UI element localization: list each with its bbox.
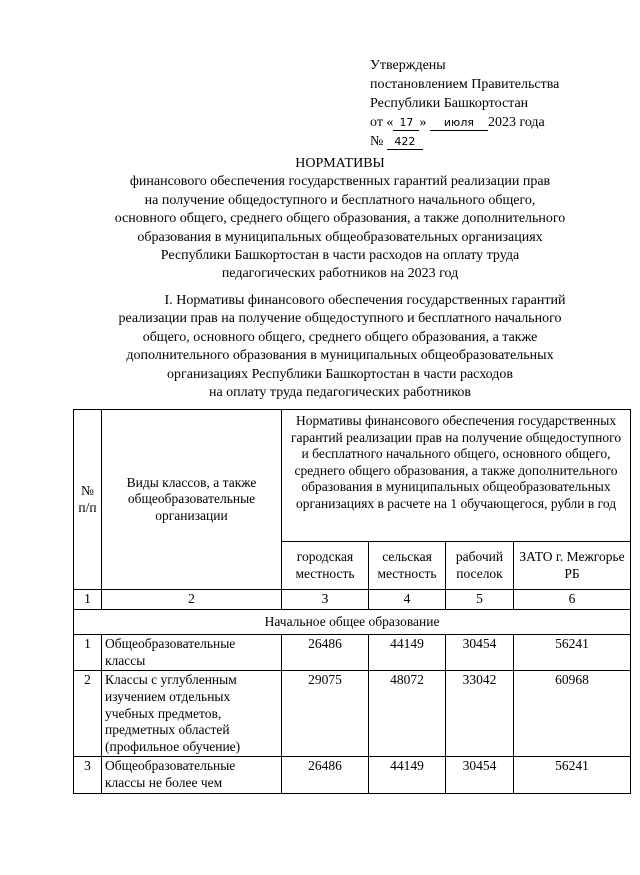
col-number: 5 <box>446 590 514 610</box>
approval-number <box>370 132 559 151</box>
title-line: педагогических работников на 2023 год <box>221 266 459 282</box>
column-number-row <box>74 590 631 610</box>
title-heading: НОРМАТИВЫ <box>295 156 385 171</box>
subheader-zato: ЗАТО г. Межгорье РБ <box>514 542 631 590</box>
section-heading <box>80 292 600 402</box>
section-row <box>74 609 631 635</box>
date-day: 17 <box>393 115 419 131</box>
row-value-zato: 56241 <box>514 757 631 793</box>
section-line: дополнительного образования в муниципальных общеобразовательных <box>126 348 554 364</box>
row-value-zato: 56241 <box>514 635 631 671</box>
section-line: реализации прав на получение общедоступного и бесплатного начального <box>118 311 562 327</box>
section-line: на оплату труда педагогических работников <box>208 385 472 401</box>
approval-block <box>370 56 559 151</box>
document-title <box>90 155 590 284</box>
col-number: 2 <box>102 590 282 610</box>
col-number: 4 <box>369 590 446 610</box>
col-number: 6 <box>514 590 631 610</box>
title-line: на получение общедоступного и бесплатного начального общего, <box>144 192 536 208</box>
section-line: общего, основного общего, среднего общего образования, а также <box>142 329 538 345</box>
row-num: 2 <box>74 671 102 757</box>
date-year: 2023 года <box>487 115 545 130</box>
row-value-settlement: 33042 <box>446 671 514 757</box>
date-prefix: от « <box>370 115 394 130</box>
approval-line-1: Утверждены <box>370 58 446 73</box>
number-value: 422 <box>387 134 423 150</box>
row-value-settlement: 30454 <box>446 757 514 793</box>
header-norms: Нормативы финансового обеспечения государственных гарантий реализации прав на получение общедоступного и бесплатного начального общего, основного общего, среднего общего образования, а также дополнительного образования в муниципальных общеобразовательных организациях в расчете на 1 обучающегося, рубли в год <box>282 410 631 542</box>
row-value-urban: 26486 <box>282 635 369 671</box>
header-num: № п/п <box>74 410 102 590</box>
title-line: основного общего, среднего общего образования, а также дополнительного <box>114 211 566 227</box>
date-mid: » <box>419 115 427 130</box>
number-prefix: № <box>370 134 384 149</box>
norms-table <box>73 409 631 794</box>
date-month: июля <box>430 115 488 131</box>
subheader-settlement: рабочий поселок <box>446 542 514 590</box>
row-value-urban: 29075 <box>282 671 369 757</box>
approval-line-2: постановлением Правительства <box>370 77 560 92</box>
row-name: Общеобразовательные классы не более чем <box>102 757 282 793</box>
col-number: 1 <box>74 590 102 610</box>
row-value-rural: 44149 <box>369 757 446 793</box>
row-name: Классы с углубленным изучением отдельных учебных предметов, предметных областей (профильное обучение) <box>102 671 282 757</box>
row-num: 3 <box>74 757 102 793</box>
section-row-label: Начальное общее образование <box>74 609 631 635</box>
table-row <box>74 635 631 671</box>
title-line: Республики Башкортостан в части расходов на оплату труда <box>160 248 520 264</box>
header-kinds: Виды классов, а также общеобразовательные организации <box>102 410 282 590</box>
row-value-settlement: 30454 <box>446 635 514 671</box>
row-value-rural: 44149 <box>369 635 446 671</box>
col-number: 3 <box>282 590 369 610</box>
row-value-urban: 26486 <box>282 757 369 793</box>
row-num: 1 <box>74 635 102 671</box>
title-line: образования в муниципальных общеобразовательных организациях <box>137 229 543 245</box>
subheader-urban: городская местность <box>282 542 369 590</box>
approval-date <box>370 113 559 132</box>
subheader-rural: сельская местность <box>369 542 446 590</box>
row-name: Общеобразовательные классы <box>102 635 282 671</box>
approval-line-3: Республики Башкортостан <box>370 96 529 111</box>
table-row <box>74 671 631 757</box>
section-line: организациях Республики Башкортостан в части расходов <box>166 366 513 382</box>
table-header-row <box>74 410 631 542</box>
row-value-rural: 48072 <box>369 671 446 757</box>
section-line: I. Нормативы финансового обеспечения государственных гарантий <box>164 293 566 308</box>
row-value-zato: 60968 <box>514 671 631 757</box>
title-line: финансового обеспечения государственных гарантий реализации прав <box>129 174 551 190</box>
table-row <box>74 757 631 793</box>
